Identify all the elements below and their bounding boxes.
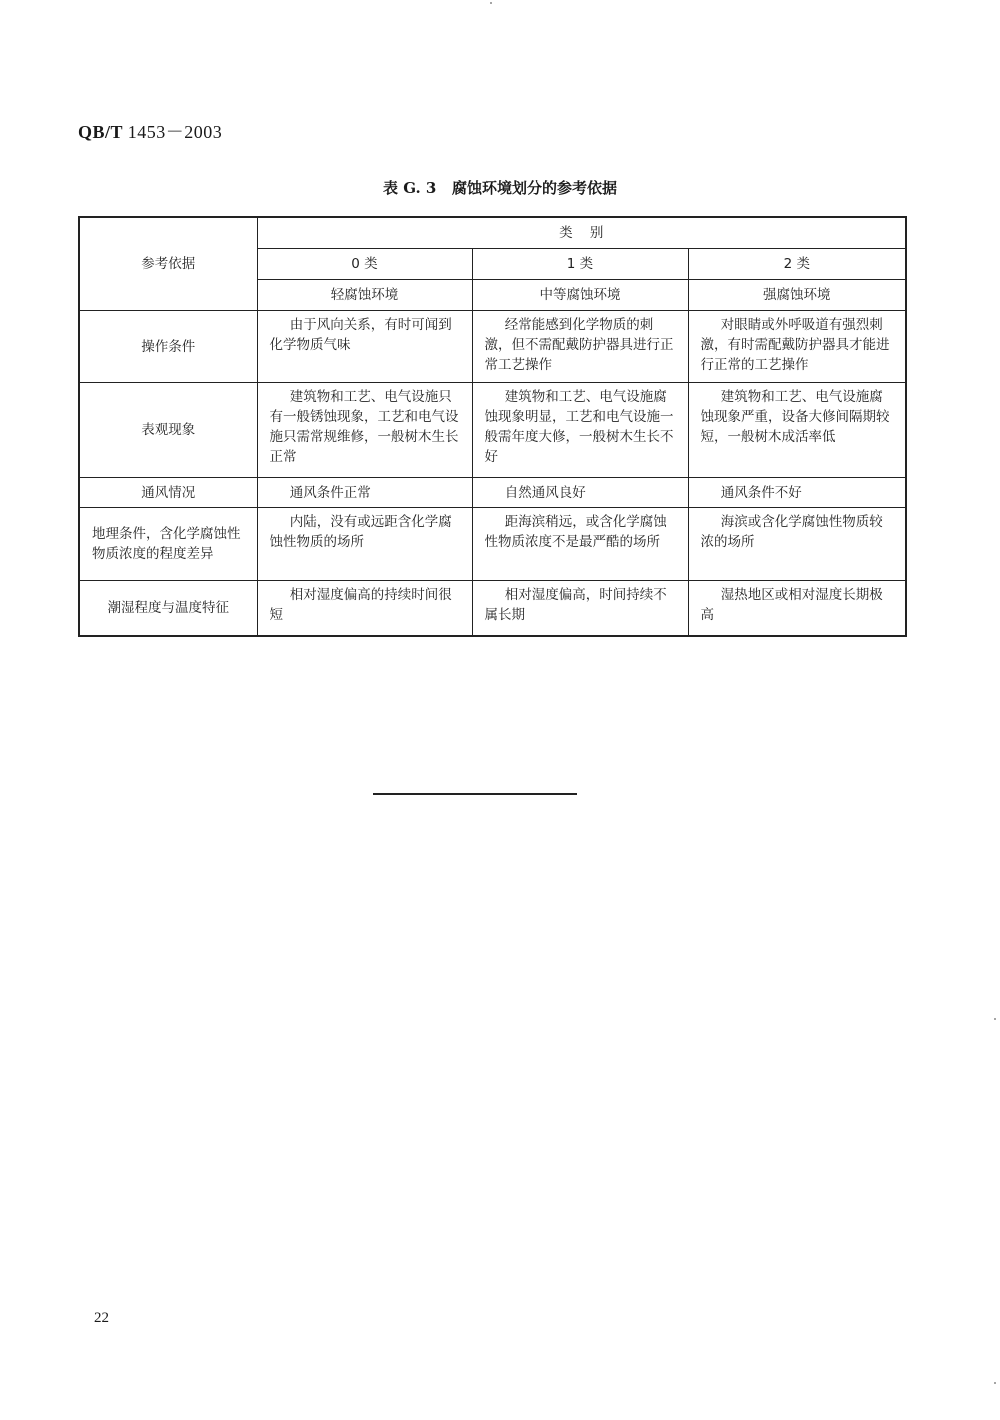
class-1-env: 中等腐蚀环境 bbox=[472, 280, 688, 311]
table-cell: 对眼睛或外呼吸道有强烈刺激，有时需配戴防护器具才能进行正常的工艺操作 bbox=[688, 311, 906, 383]
table-row bbox=[79, 508, 906, 581]
table-cell: 经常能感到化学物质的刺激，但不需配戴防护器具进行正常工艺操作 bbox=[472, 311, 688, 383]
table-cell: 距海滨稍远，或含化学腐蚀性物质浓度不是最严酷的场所 bbox=[472, 508, 688, 581]
class-1-header: 1 类 bbox=[472, 249, 688, 280]
corner-header: 参考依据 bbox=[79, 217, 257, 311]
scan-speck bbox=[490, 2, 492, 4]
row-label: 潮湿程度与温度特征 bbox=[79, 581, 257, 636]
class-0-header: 0 类 bbox=[257, 249, 472, 280]
table-caption: 表 G. 3 腐蚀环境划分的参考依据 bbox=[382, 179, 618, 197]
standard-number: 1453－2003 bbox=[127, 122, 223, 142]
table-cell: 建筑物和工艺、电气设施只有一般锈蚀现象，工艺和电气设施只需常规维修，一般树木生长正常 bbox=[257, 383, 472, 478]
table-cell: 通风条件不好 bbox=[688, 478, 906, 508]
table-cell: 建筑物和工艺、电气设施腐蚀现象严重，设备大修间隔期较短，一般树木成活率低 bbox=[688, 383, 906, 478]
table-cell: 由于风向关系，有时可闻到化学物质气味 bbox=[257, 311, 472, 383]
table-cell: 海滨或含化学腐蚀性物质较浓的场所 bbox=[688, 508, 906, 581]
corrosion-reference-table bbox=[78, 216, 907, 637]
table-cell: 通风条件正常 bbox=[257, 478, 472, 508]
category-group-header: 类 别 bbox=[257, 217, 906, 249]
row-label: 地理条件，含化学腐蚀性物质浓度的程度差异 bbox=[79, 508, 257, 581]
standard-prefix: QB/T bbox=[78, 122, 123, 142]
table-cell: 相对湿度偏高的持续时间很短 bbox=[257, 581, 472, 636]
table-row bbox=[79, 311, 906, 383]
table-cell: 自然通风良好 bbox=[472, 478, 688, 508]
standard-code bbox=[78, 118, 222, 144]
row-label: 操作条件 bbox=[79, 311, 257, 383]
class-2-env: 强腐蚀环境 bbox=[688, 280, 906, 311]
row-label: 表观现象 bbox=[79, 383, 257, 478]
class-0-env: 轻腐蚀环境 bbox=[257, 280, 472, 311]
scan-speck bbox=[994, 1382, 996, 1384]
table-cell: 建筑物和工艺、电气设施腐蚀现象明显，工艺和电气设施一般需年度大修，一般树木生长不好 bbox=[472, 383, 688, 478]
end-rule bbox=[373, 793, 577, 795]
class-2-header: 2 类 bbox=[688, 249, 906, 280]
table-cell: 相对湿度偏高，时间持续不属长期 bbox=[472, 581, 688, 636]
table-row bbox=[79, 478, 906, 508]
page-number: 22 bbox=[94, 1310, 109, 1326]
table-row bbox=[79, 581, 906, 636]
row-label: 通风情况 bbox=[79, 478, 257, 508]
scan-speck bbox=[994, 1018, 996, 1020]
table-cell: 湿热地区或相对湿度长期极高 bbox=[688, 581, 906, 636]
table-cell: 内陆，没有或远距含化学腐蚀性物质的场所 bbox=[257, 508, 472, 581]
table-row bbox=[79, 383, 906, 478]
